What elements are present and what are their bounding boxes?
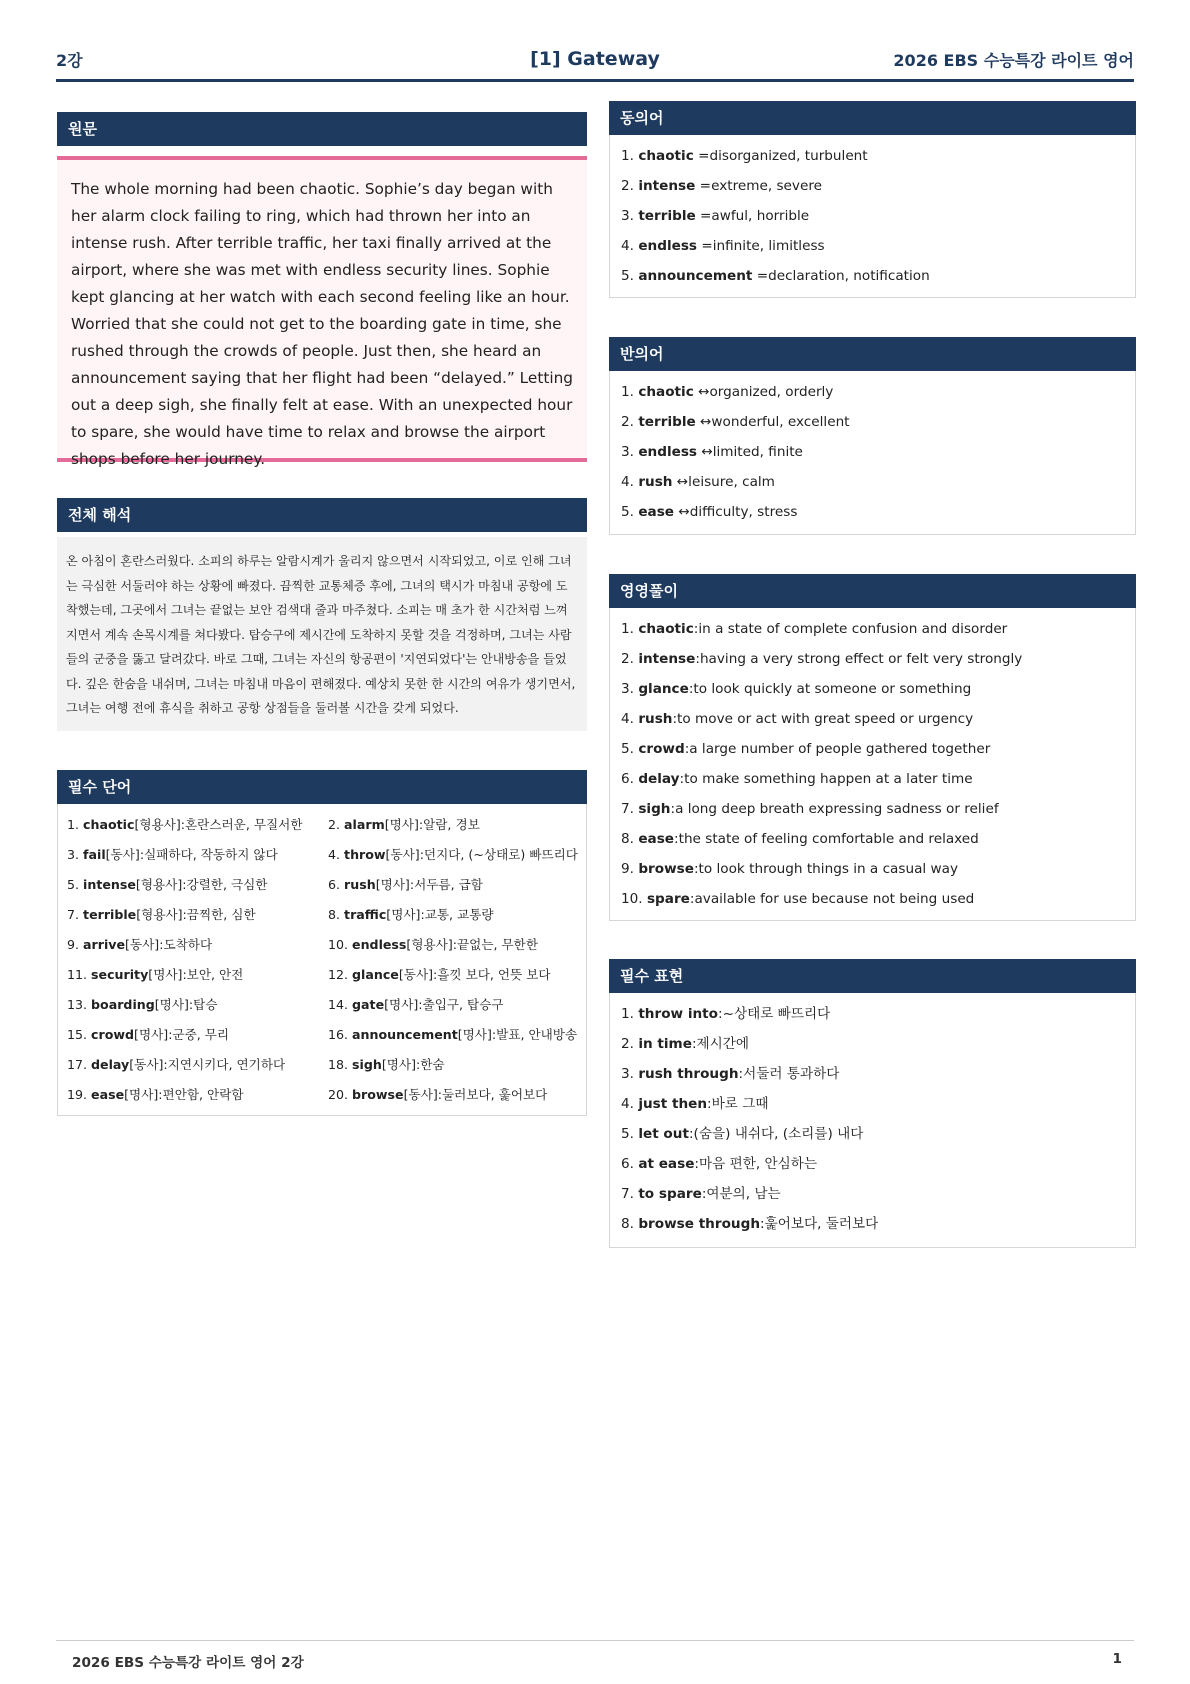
vocab-number: 8.: [328, 907, 341, 922]
item-number: 4.: [621, 1096, 634, 1112]
vocab-item: [328, 870, 589, 900]
vocab-word: intense: [83, 877, 136, 892]
vocab-word: traffic: [344, 907, 387, 922]
vocab-item: [67, 810, 328, 840]
item-text: :바로 그때: [707, 1096, 769, 1112]
item-number: 10.: [621, 891, 643, 907]
vocab-meaning: [동사]:흘낏 보다, 언뜻 보다: [398, 967, 551, 982]
vocab-meaning: [명사]:탑승: [154, 997, 218, 1012]
synonyms-item: [621, 201, 1135, 231]
vocab-number: 13.: [67, 997, 88, 1012]
antonyms-item: [621, 437, 1135, 467]
item-word: browse: [638, 861, 694, 877]
item-number: 5.: [621, 741, 634, 757]
item-text: ↔limited, finite: [697, 444, 803, 460]
vocab-meaning: [형용사]:혼란스러운, 무질서한: [134, 817, 303, 832]
item-number: 1.: [621, 621, 634, 637]
definitions-item: [621, 824, 1135, 854]
item-word: intense: [638, 651, 696, 667]
vocab-word: gate: [352, 997, 385, 1012]
vocab-number: 9.: [67, 937, 80, 952]
vocab-word: security: [91, 967, 149, 982]
vocab-number: 4.: [328, 847, 341, 862]
item-word: glance: [638, 681, 689, 697]
vocab-word: alarm: [344, 817, 385, 832]
vocab-item: [328, 1080, 589, 1110]
item-text: :서둘러 통과하다: [738, 1066, 840, 1082]
item-number: 7.: [621, 801, 634, 817]
item-word: ease: [638, 831, 675, 847]
definitions-item: [621, 734, 1135, 764]
synonyms-heading: 동의어: [609, 101, 1136, 135]
item-text: :여분의, 남는: [701, 1186, 781, 1202]
vocabulary-list: [57, 804, 587, 1116]
vocab-word: sigh: [352, 1057, 382, 1072]
item-text: :to move or act with great speed or urgency: [672, 711, 974, 727]
item-number: 2.: [621, 178, 634, 194]
item-text: ↔wonderful, excellent: [695, 414, 850, 430]
translation-text: 온 아침이 혼란스러웠다. 소피의 하루는 알람시계가 울리지 않으면서 시작되었고, 이로 인해 그녀는 극심한 서둘러야 하는 상황에 빠졌다. 끔찍한 교통체증 후에, 그녀의 택시가 마침내 공항에 도착했는데, 그곳에서 그녀는 끝없는 보안 검색대 줄과 마주쳤다. 소피는 매 초가 한 시간처럼 느껴지면서 계속 손목시계를 쳐다봤다. 탑승구에 제시간에 도착하지 못할 것을 걱정하며, 그녀는 사람들의 군중을 뚫고 달려갔다. 바로 그때, 그녀는 자신의 항공편이 '지연되었다'는 안내방송을 들었다. 깊은 한숨을 내쉬며, 그녀는 마침내 마음이 편해졌다. 예상치 못한 한 시간의 여유가 생기면서, 그녀는 여행 전에 휴식을 취하고 공항 상점들을 둘러볼 시간을 갖게 되었다.: [57, 537, 587, 731]
original-heading: 원문: [57, 112, 587, 146]
vocab-meaning: [동사]:실패하다, 작동하지 않다: [105, 847, 278, 862]
item-number: 8.: [621, 1216, 634, 1232]
item-text: :in a state of complete confusion and disorder: [693, 621, 1008, 637]
item-number: 8.: [621, 831, 634, 847]
vocab-item: [328, 840, 589, 870]
item-number: 1.: [621, 148, 634, 164]
vocab-word: crowd: [91, 1027, 135, 1042]
item-text: :to look quickly at someone or something: [688, 681, 972, 697]
vocab-word: ease: [91, 1087, 125, 1102]
item-word: crowd: [638, 741, 685, 757]
expressions-item: [621, 1059, 1135, 1089]
item-number: 4.: [621, 238, 634, 254]
item-word: endless: [638, 238, 698, 254]
synonyms-item: [621, 171, 1135, 201]
synonyms-item: [621, 261, 1135, 291]
vocab-number: 1.: [67, 817, 80, 832]
vocab-item: [328, 960, 589, 990]
definitions-item: [621, 884, 1135, 914]
vocab-meaning: [형용사]:끔찍한, 심한: [136, 907, 256, 922]
item-text: ↔difficulty, stress: [674, 504, 798, 520]
item-text: :마음 편한, 안심하는: [694, 1156, 818, 1172]
item-word: ease: [638, 504, 675, 520]
item-word: in time: [638, 1036, 692, 1052]
vocab-number: 5.: [67, 877, 80, 892]
vocab-item: [67, 1020, 328, 1050]
item-number: 5.: [621, 268, 634, 284]
vocab-number: 3.: [67, 847, 80, 862]
vocab-number: 6.: [328, 877, 341, 892]
vocab-word: terrible: [83, 907, 137, 922]
item-text: :having a very strong effect or felt very strongly: [695, 651, 1023, 667]
vocab-number: 12.: [328, 967, 349, 982]
vocab-word: delay: [91, 1057, 130, 1072]
vocab-item: [67, 1080, 328, 1110]
item-number: 9.: [621, 861, 634, 877]
item-word: to spare: [638, 1186, 702, 1202]
item-word: spare: [646, 891, 690, 907]
item-word: terrible: [638, 208, 696, 224]
item-text: :(숨을) 내쉬다, (소리를) 내다: [688, 1126, 864, 1142]
expressions-item: [621, 1119, 1135, 1149]
item-word: terrible: [638, 414, 696, 430]
item-word: chaotic: [638, 384, 694, 400]
antonyms-item: [621, 377, 1135, 407]
item-text: :available for use because not being used: [689, 891, 975, 907]
antonyms-item: [621, 497, 1135, 527]
item-number: 1.: [621, 1006, 634, 1022]
vocab-number: 18.: [328, 1057, 349, 1072]
footer-title: 2026 EBS 수능특강 라이트 영어 2강: [72, 1655, 304, 1671]
vocab-item: [67, 990, 328, 1020]
vocab-item: [328, 900, 589, 930]
item-text: :훑어보다, 둘러보다: [760, 1216, 879, 1232]
item-word: chaotic: [638, 148, 694, 164]
vocab-meaning: [명사]:보안, 안전: [148, 967, 244, 982]
vocab-word: fail: [83, 847, 106, 862]
item-number: 3.: [621, 1066, 634, 1082]
item-text: :to look through things in a casual way: [693, 861, 959, 877]
item-text: ↔leisure, calm: [672, 474, 775, 490]
synonyms-item: [621, 141, 1135, 171]
definitions-heading: 영영풀이: [609, 574, 1136, 608]
vocab-word: browse: [352, 1087, 404, 1102]
item-word: throw into: [638, 1006, 718, 1022]
item-word: delay: [638, 771, 680, 787]
vocab-number: 19.: [67, 1087, 88, 1102]
expressions-item: [621, 1179, 1135, 1209]
item-word: announcement: [638, 268, 753, 284]
vocab-word: arrive: [83, 937, 126, 952]
item-number: 7.: [621, 1186, 634, 1202]
item-text: =extreme, severe: [695, 178, 822, 194]
definitions-item: [621, 674, 1135, 704]
vocab-word: boarding: [91, 997, 155, 1012]
item-text: =declaration, notification: [752, 268, 930, 284]
vocab-number: 11.: [67, 967, 88, 982]
vocab-item: [328, 810, 589, 840]
translation-heading: 전체 해석: [57, 498, 587, 532]
definitions-item: [621, 704, 1135, 734]
item-word: rush: [638, 474, 673, 490]
vocab-item: [328, 1050, 589, 1080]
item-number: 3.: [621, 208, 634, 224]
vocab-word: chaotic: [83, 817, 135, 832]
vocab-meaning: [명사]:발표, 안내방송: [457, 1027, 578, 1042]
item-number: 4.: [621, 474, 634, 490]
item-number: 3.: [621, 681, 634, 697]
item-word: rush through: [638, 1066, 739, 1082]
vocab-meaning: [명사]:서두름, 급함: [375, 877, 483, 892]
vocab-meaning: [동사]:던지다, (~상태로) 빠뜨리다: [385, 847, 578, 862]
vocab-number: 14.: [328, 997, 349, 1012]
vocab-meaning: [명사]:군중, 무리: [134, 1027, 230, 1042]
vocab-meaning: [명사]:출입구, 탑승구: [384, 997, 504, 1012]
definitions-item: [621, 764, 1135, 794]
lesson-label: 2강: [56, 51, 83, 70]
item-number: 2.: [621, 1036, 634, 1052]
item-text: =disorganized, turbulent: [693, 148, 868, 164]
expressions-item: [621, 1149, 1135, 1179]
vocab-item: [328, 930, 589, 960]
vocab-word: glance: [352, 967, 399, 982]
vocab-meaning: [명사]:한숨: [381, 1057, 445, 1072]
definitions-list: [609, 608, 1136, 921]
vocab-word: endless: [352, 937, 407, 952]
item-text: :a long deep breath expressing sadness or relief: [670, 801, 999, 817]
item-word: just then: [638, 1096, 708, 1112]
synonyms-item: [621, 231, 1135, 261]
item-word: browse through: [638, 1216, 760, 1232]
page-footer: [56, 1640, 1134, 1670]
vocab-item: [67, 870, 328, 900]
vocab-number: 10.: [328, 937, 349, 952]
antonyms-item: [621, 407, 1135, 437]
book-title: 2026 EBS 수능특강 라이트 영어: [893, 51, 1134, 70]
vocab-item: [67, 840, 328, 870]
vocab-word: throw: [344, 847, 386, 862]
vocab-item: [67, 900, 328, 930]
vocab-item: [67, 1050, 328, 1080]
vocab-meaning: [명사]:교통, 교통량: [386, 907, 494, 922]
item-text: :제시간에: [691, 1036, 750, 1052]
item-number: 6.: [621, 771, 634, 787]
antonyms-list: [609, 371, 1136, 535]
item-word: chaotic: [638, 621, 694, 637]
antonyms-heading: 반의어: [609, 337, 1136, 371]
expressions-item: [621, 1089, 1135, 1119]
item-number: 3.: [621, 444, 634, 460]
item-text: :a large number of people gathered together: [684, 741, 991, 757]
vocab-meaning: [동사]:둘러보다, 훑어보다: [403, 1087, 548, 1102]
vocab-meaning: [동사]:도착하다: [125, 937, 213, 952]
item-number: 4.: [621, 711, 634, 727]
definitions-item: [621, 614, 1135, 644]
vocab-word: rush: [344, 877, 376, 892]
item-word: at ease: [638, 1156, 695, 1172]
expressions-item: [621, 999, 1135, 1029]
original-text: The whole morning had been chaotic. Sophie’s day began with her alarm clock failing to ring, which had thrown her into an intense rush. After terrible traffic, her taxi finally arrived at the airport, where she was met with endless security lines. Sophie kept glancing at her watch with each second feeling like an hour. Worried that she could not get to the boarding gate in time, she rushed through the crowds of people. Just then, she heard an announcement saying that her flight had been “delayed.” Letting out a deep sigh, she finally felt at ease. With an unexpected hour to spare, she would have time to relax and browse the airport shops before her journey.: [57, 156, 587, 462]
vocab-meaning: [동사]:지연시키다, 연기하다: [129, 1057, 286, 1072]
item-text: :the state of feeling comfortable and relaxed: [674, 831, 979, 847]
expressions-heading: 필수 표현: [609, 959, 1136, 993]
vocab-number: 16.: [328, 1027, 349, 1042]
vocab-item: [67, 930, 328, 960]
vocab-meaning: [명사]:편안함, 안락함: [124, 1087, 244, 1102]
vocab-number: 7.: [67, 907, 80, 922]
item-text: ↔organized, orderly: [693, 384, 834, 400]
item-text: :to make something happen at a later time: [679, 771, 973, 787]
vocab-item: [328, 1020, 589, 1050]
item-number: 1.: [621, 384, 634, 400]
vocab-item: [67, 960, 328, 990]
item-text: =infinite, limitless: [697, 238, 825, 254]
expressions-item: [621, 1209, 1135, 1239]
page-header: [56, 44, 1134, 82]
item-word: rush: [638, 711, 673, 727]
item-number: 2.: [621, 651, 634, 667]
vocabulary-heading: 필수 단어: [57, 770, 587, 804]
vocab-number: 2.: [328, 817, 341, 832]
page-title: [1] Gateway: [530, 48, 660, 70]
page-number: 1: [1112, 1651, 1122, 1667]
synonyms-list: [609, 135, 1136, 298]
vocab-meaning: [형용사]:끝없는, 무한한: [406, 937, 538, 952]
item-word: intense: [638, 178, 696, 194]
antonyms-item: [621, 467, 1135, 497]
definitions-item: [621, 644, 1135, 674]
item-number: 6.: [621, 1156, 634, 1172]
vocab-meaning: [명사]:알람, 경보: [384, 817, 480, 832]
item-word: let out: [638, 1126, 689, 1142]
vocab-item: [328, 990, 589, 1020]
item-number: 2.: [621, 414, 634, 430]
item-word: endless: [638, 444, 698, 460]
definitions-item: [621, 794, 1135, 824]
vocab-number: 20.: [328, 1087, 349, 1102]
item-number: 5.: [621, 504, 634, 520]
vocab-number: 15.: [67, 1027, 88, 1042]
vocab-word: announcement: [352, 1027, 458, 1042]
item-word: sigh: [638, 801, 671, 817]
expressions-item: [621, 1029, 1135, 1059]
item-number: 5.: [621, 1126, 634, 1142]
item-text: =awful, horrible: [695, 208, 810, 224]
expressions-list: [609, 993, 1136, 1248]
vocab-number: 17.: [67, 1057, 88, 1072]
item-text: :~상태로 빠뜨리다: [718, 1006, 831, 1022]
vocab-meaning: [형용사]:강렬한, 극심한: [135, 877, 268, 892]
definitions-item: [621, 854, 1135, 884]
